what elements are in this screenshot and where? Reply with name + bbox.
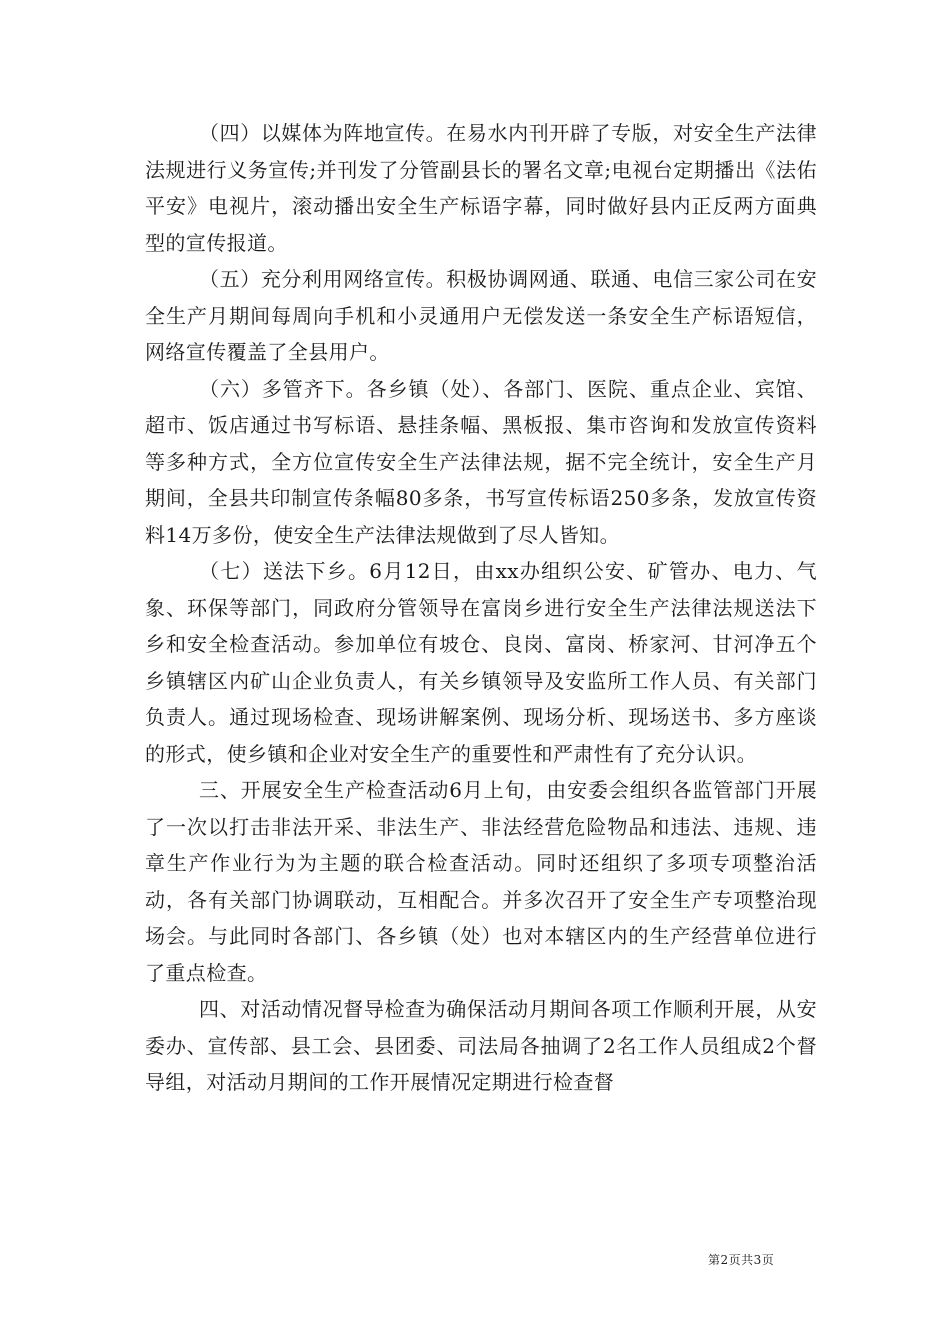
document-body bbox=[145, 115, 817, 1101]
paragraph-multi-channel: （六）多管齐下。各乡镇（处）、各部门、医院、重点企业、宾馆、超市、饭店通过书写标语、悬挂条幅、黑板报、集市咨询和发放宣传资料等多种方式，全方位宣传安全生产法律法规，据不完全统计，安全生产月期间，全县共印制宣传条幅80多条，书写宣传标语250多条，发放宣传资料14万多份，使安全生产法律法规做到了尽人皆知。 bbox=[145, 376, 817, 547]
page-number: 第2页共3页 bbox=[708, 1253, 775, 1267]
paragraph-media-publicity: （四）以媒体为阵地宣传。在易水内刊开辟了专版，对安全生产法律法规进行义务宣传;并刊发了分管副县长的署名文章;电视台定期播出《法佑平安》电视片，滚动播出安全生产标语字幕，同时做好县内正反两方面典型的宣传报道。 bbox=[145, 121, 817, 255]
paragraph-law-to-countryside: （七）送法下乡。6月12日，由xx办组织公安、矿管办、电力、气象、环保等部门，同政府分管领导在富岗乡进行安全生产法律法规送法下乡和安全检查活动。参加单位有坡仓、良岗、富岗、桥家河、甘河净五个乡镇辖区内矿山企业负责人，有关乡镇领导及安监所工作人员、有关部门负责人。通过现场检查、现场讲解案例、现场分析、现场送书、多方座谈的形式，使乡镇和企业对安全生产的重要性和严肃性有了充分认识。 bbox=[145, 559, 817, 766]
paragraph-safety-inspection: 三、开展安全生产检查活动6月上旬，由安委会组织各监管部门开展了一次以打击非法开采、非法生产、非法经营危险物品和违法、违规、违章生产作业行为为主题的联合检查活动。同时还组织了多项专项整治活动，各有关部门协调联动，互相配合。并多次召开了安全生产专项整治现场会。与此同时各部门、各乡镇（处）也对本辖区内的生产经营单位进行了重点检查。 bbox=[145, 778, 817, 985]
paragraph-network-publicity: （五）充分利用网络宣传。积极协调网通、联通、电信三家公司在安全生产月期间每周向手机和小灵通用户无偿发送一条安全生产标语短信，网络宣传覆盖了全县用户。 bbox=[145, 267, 817, 364]
paragraph-supervision: 四、对活动情况督导检查为确保活动月期间各项工作顺利开展，从安委办、宣传部、县工会、县团委、司法局各抽调了2名工作人员组成2个督导组，对活动月期间的工作开展情况定期进行检查督 bbox=[145, 997, 817, 1094]
